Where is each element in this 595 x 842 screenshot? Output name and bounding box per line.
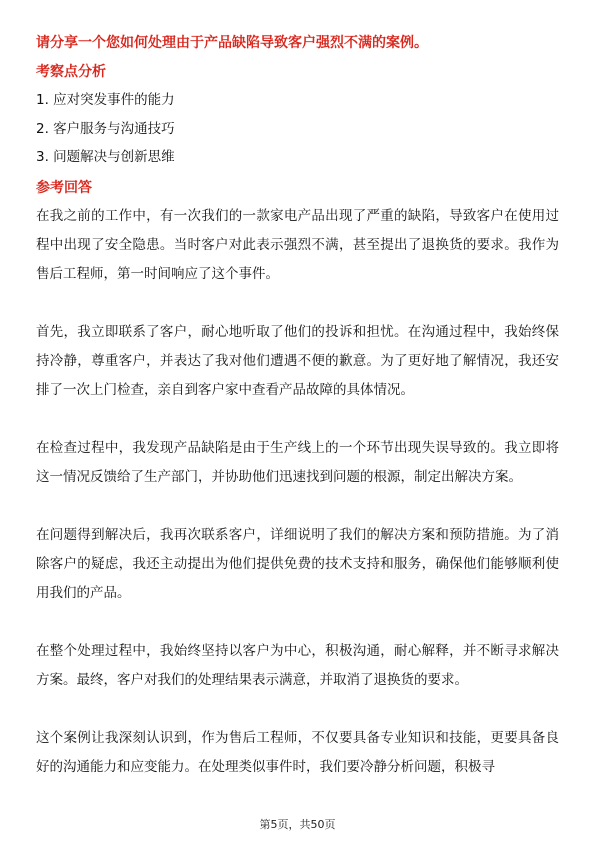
question-title: 请分享一个您如何处理由于产品缺陷导致客户强烈不满的案例。 bbox=[36, 35, 428, 51]
answer-paragraph: 在检查过程中，我发现产品缺陷是由于生产线上的一个环节出现失误导致的。我立即将这一情况反馈给了生产部门，并协助他们迅速找到问题的根源，制定出解决方案。 bbox=[36, 440, 559, 485]
answer-heading: 参考回答 bbox=[36, 180, 92, 196]
analysis-point: 2. 客户服务与沟通技巧 bbox=[36, 121, 175, 137]
analysis-point: 1. 应对突发事件的能力 bbox=[36, 92, 175, 108]
answer-paragraph: 在问题得到解决后，我再次联系客户，详细说明了我们的解决方案和预防措施。为了消除客户的疑虑，我还主动提出为他们提供免费的技术支持和服务，确保他们能够顺利使用我们的产品。 bbox=[36, 527, 559, 601]
answer-paragraph: 这个案例让我深刻认识到，作为售后工程师，不仅要具备专业知识和技能，更要具备良好的沟通能力和应变能力。在处理类似事件时，我们要冷静分析问题，积极寻 bbox=[36, 730, 559, 775]
analysis-heading: 考察点分析 bbox=[36, 64, 106, 80]
answer-paragraph: 在我之前的工作中，有一次我们的一款家电产品出现了严重的缺陷，导致客户在使用过程中出现了安全隐患。当时客户对此表示强烈不满，甚至提出了退换货的要求。我作为售后工程师，第一时间响应了这个事件。 bbox=[36, 208, 559, 282]
page-number: 第5页，共50页 bbox=[259, 818, 336, 831]
answer-body bbox=[36, 202, 559, 811]
analysis-point: 3. 问题解决与创新思维 bbox=[36, 149, 175, 165]
answer-paragraph: 在整个处理过程中，我始终坚持以客户为中心，积极沟通，耐心解释，并不断寻求解决方案。最终，客户对我们的处理结果表示满意，并取消了退换货的要求。 bbox=[36, 643, 559, 688]
answer-paragraph: 首先，我立即联系了客户，耐心地听取了他们的投诉和担忧。在沟通过程中，我始终保持冷静，尊重客户，并表达了我对他们遭遇不便的歉意。为了更好地了解情况，我还安排了一次上门检查，亲自到客户家中查看产品故障的具体情况。 bbox=[36, 324, 559, 398]
